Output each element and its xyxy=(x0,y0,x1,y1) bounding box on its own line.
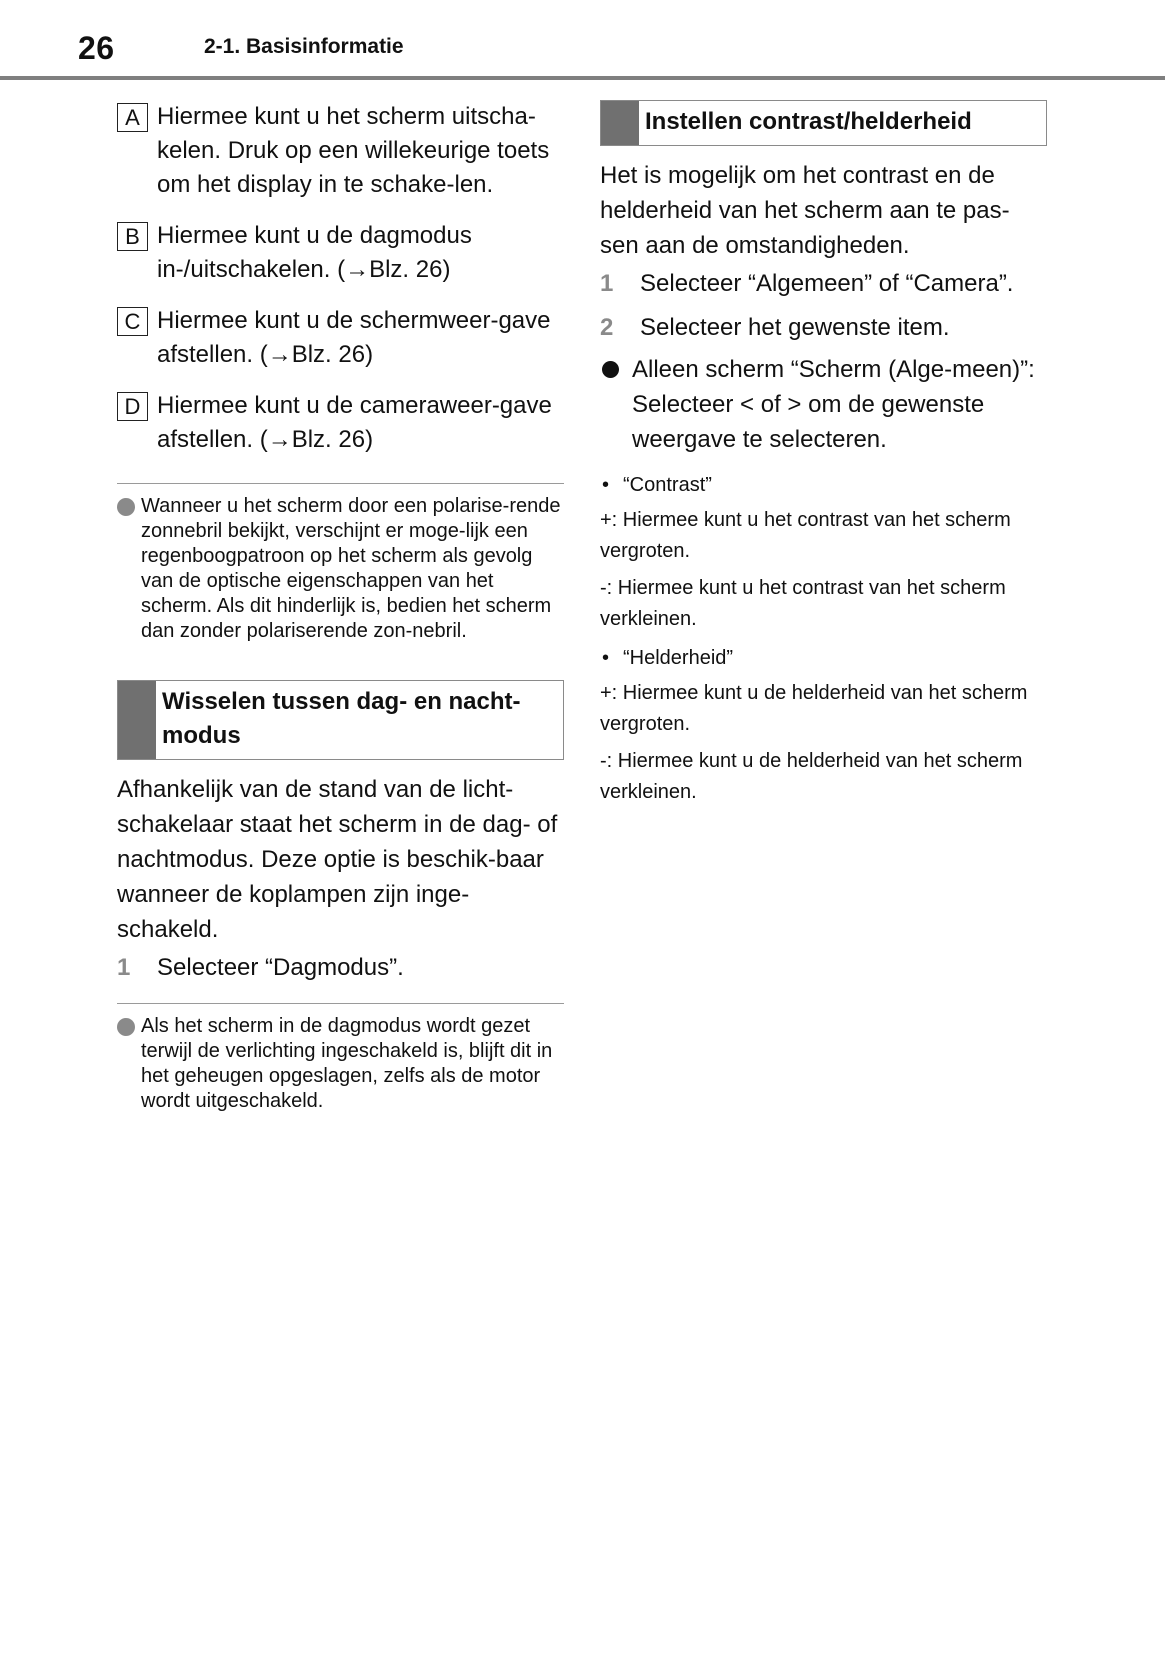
heading-bar xyxy=(601,101,639,145)
bullet-mark: • xyxy=(602,647,610,669)
heading-contrast-brightness xyxy=(600,100,1047,146)
step-number: 1 xyxy=(600,270,614,297)
key-letter-a: A xyxy=(117,103,148,132)
step-number: 1 xyxy=(117,954,131,981)
step-2 xyxy=(600,311,1047,345)
bullet-icon xyxy=(602,361,619,378)
note-day-mode-memory xyxy=(117,1003,564,1114)
section-title: 2-1. Basisinformatie xyxy=(204,35,404,58)
page-header xyxy=(0,0,1165,82)
key-item-text: Hiermee kunt u het scherm uitscha-kelen. Druk op een willekeurige toets om het display in te schake-len. xyxy=(157,103,550,198)
header-divider xyxy=(0,76,1165,80)
note-polarized-sunglasses xyxy=(117,483,564,644)
key-item-d xyxy=(117,389,564,457)
bullet-contrast xyxy=(600,471,1047,499)
key-item-text: Hiermee kunt u de cameraweer-gave afstellen. (→Blz. 26) xyxy=(157,392,552,453)
bullet-label: “Helderheid” xyxy=(623,647,734,669)
heading-day-night-mode xyxy=(117,680,564,760)
heading-bar xyxy=(118,681,156,759)
dot-item-text: Alleen scherm “Scherm (Alge-meen)”: Selecteer < of > om de gewenste weergave te selecteren. xyxy=(632,356,1035,453)
heading-text: Wisselen tussen dag- en nacht-modus xyxy=(162,688,521,749)
step-number: 2 xyxy=(600,314,614,341)
bullet-mark: • xyxy=(602,474,610,496)
brightness-plus-text: +: Hiermee kunt u de helderheid van het scherm vergroten. xyxy=(600,682,1028,735)
paragraph-contrast: Het is mogelijk om het contrast en de helderheid van het scherm aan te pas-sen aan de omstandigheden. xyxy=(600,162,1010,259)
note-bullet-icon xyxy=(117,498,135,516)
step-text: Selecteer “Dagmodus”. xyxy=(157,954,404,981)
bullet-brightness xyxy=(600,644,1047,672)
step-1 xyxy=(600,267,1047,301)
dot-item-general-screen xyxy=(600,352,1047,457)
key-item-b xyxy=(117,219,564,287)
bullet-label: “Contrast” xyxy=(623,474,712,496)
key-letter-c: C xyxy=(117,307,148,336)
page-number: 26 xyxy=(78,30,115,66)
note-text: Wanneer u het scherm door een polarise-rende zonnebril bekijkt, verschijnt er moge-lijk een regenboogpatroon op het scherm als gevolg van de optische eigenschappen van het scherm. Als dit hinderlijk is, bedien het scherm dan zonder polariserende zon-nebril. xyxy=(141,495,561,642)
key-letter-d: D xyxy=(117,392,148,421)
key-item-c xyxy=(117,304,564,372)
contrast-plus-text: +: Hiermee kunt u het contrast van het scherm vergroten. xyxy=(600,509,1011,562)
key-item-text: Hiermee kunt u de dagmodus in-/uitschakelen. (→Blz. 26) xyxy=(157,222,472,283)
key-item-text: Hiermee kunt u de schermweer-gave afstellen. (→Blz. 26) xyxy=(157,307,551,368)
heading-text: Instellen contrast/helderheid xyxy=(645,108,972,135)
key-letter-b: B xyxy=(117,222,148,251)
note-text: Als het scherm in de dagmodus wordt gezet terwijl de verlichting ingeschakeld is, blijft dit in het geheugen opgeslagen, zelfs als de motor wordt uitgeschakeld. xyxy=(141,1015,553,1112)
key-item-a xyxy=(117,100,564,202)
note-bullet-icon xyxy=(117,1018,135,1036)
step-text: Selecteer “Algemeen” of “Camera”. xyxy=(640,270,1014,297)
step-text: Selecteer het gewenste item. xyxy=(640,314,950,341)
brightness-minus-text: -: Hiermee kunt u de helderheid van het scherm verkleinen. xyxy=(600,750,1023,803)
right-column xyxy=(600,100,1047,808)
left-column xyxy=(117,100,564,1114)
contrast-minus-text: -: Hiermee kunt u het contrast van het scherm verkleinen. xyxy=(600,577,1006,630)
paragraph-day-night: Afhankelijk van de stand van de licht-schakelaar staat het scherm in de dag- of nachtmodus. Deze optie is beschik-baar wanneer de koplampen zijn inge-schakeld. xyxy=(117,776,558,943)
step-1 xyxy=(117,951,564,985)
